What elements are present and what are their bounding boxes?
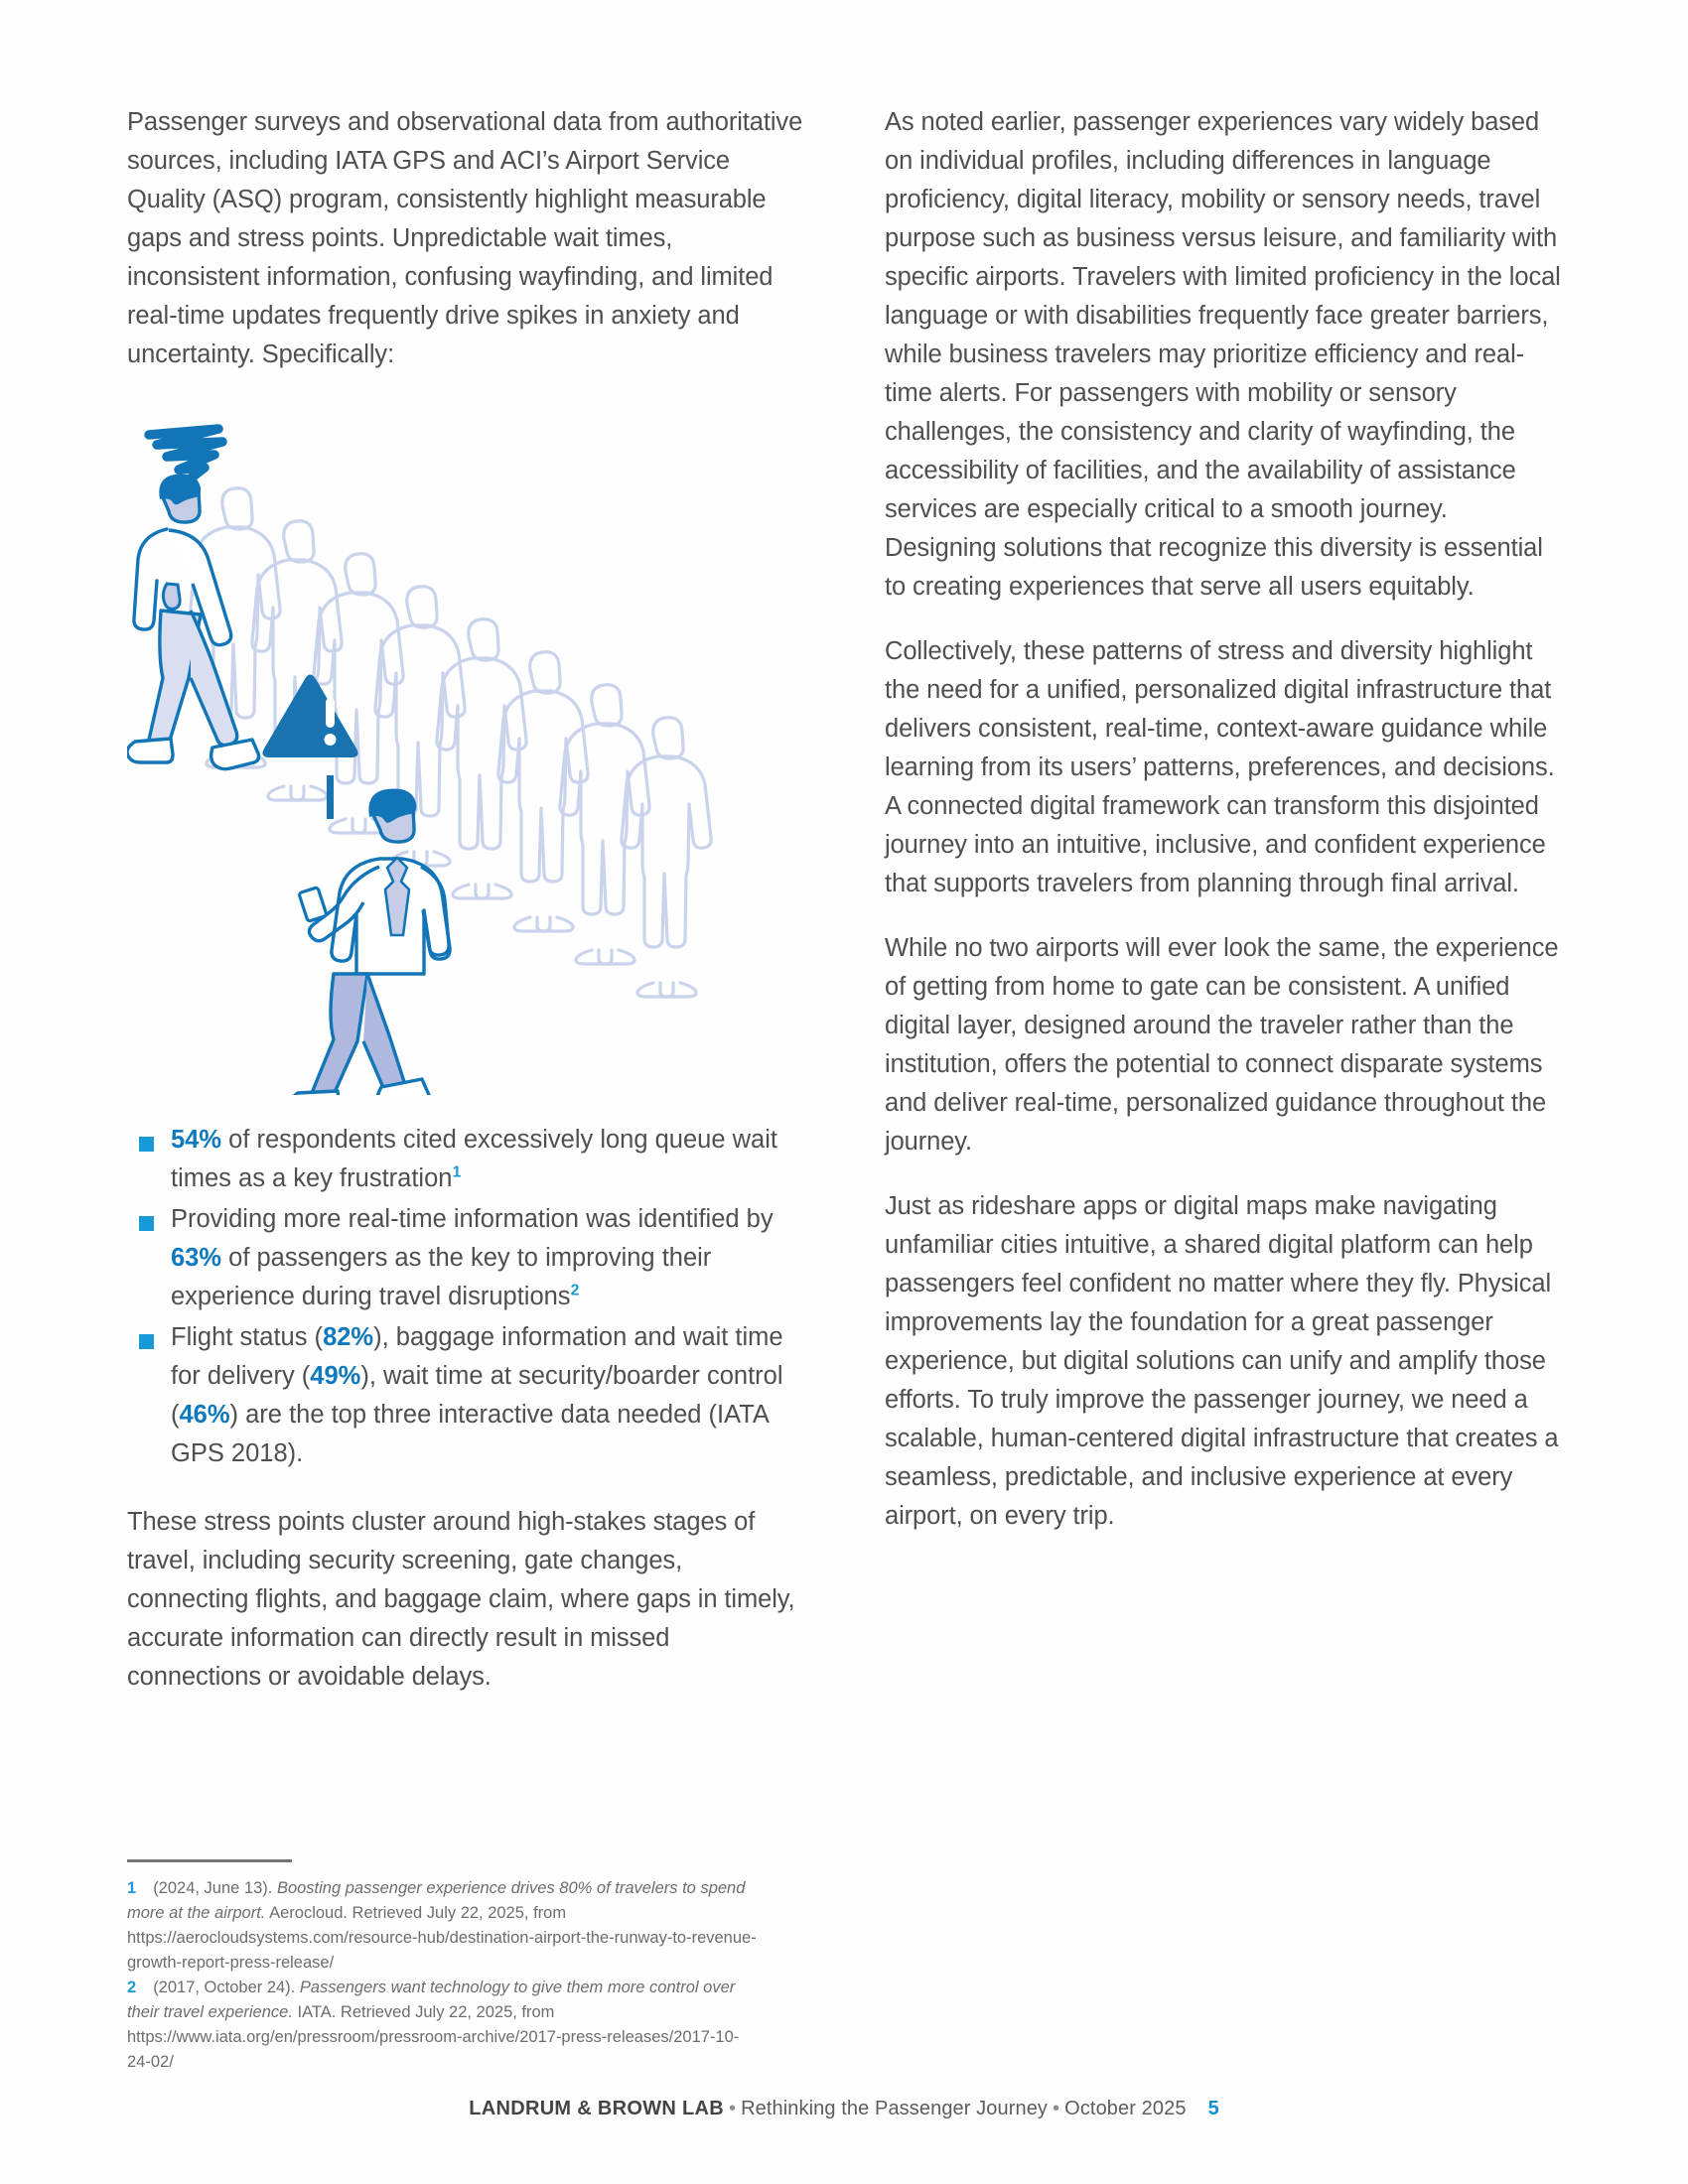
frustration-scribble: [149, 429, 222, 481]
bullet-text-2-p1: Flight status (: [171, 1323, 324, 1351]
left-column: [127, 103, 807, 1722]
page-number: 5: [1207, 2098, 1219, 2119]
list-item: [127, 1318, 807, 1473]
footnote-number-1: 1: [127, 1879, 137, 1897]
bullet-square-icon: [139, 1334, 154, 1349]
warning-triangle-icon: [262, 675, 357, 820]
footnote-source-2[interactable]: IATA. Retrieved July 22, 2025, from https://www.iata.org/en/pressroom/pressroom-archive/2017-press-releases/2017-10-24-02/: [127, 2003, 740, 2071]
footer-title: Rethinking the Passenger Journey: [741, 2098, 1049, 2119]
list-item: [127, 1121, 807, 1198]
bullet-text-2-p2: ), baggage information and wait time for delivery (: [171, 1323, 783, 1390]
footnotes-section: [127, 1859, 763, 2075]
bullet-square-icon: [139, 1216, 154, 1231]
right-paragraph-4: Just as rideshare apps or digital maps make navigating unfamiliar cities intuitive, a shared digital platform can help passengers feel confident no matter where they fly. Physical improvements lay the foundation for a great passenger experience, but digital solutions can unify and amplify those efforts. To truly improve the passenger journey, we need a scalable, human-centered digital infrastructure that creates a seamless, predictable, and inclusive experience at every airport, on every trip.: [885, 1192, 1559, 1530]
passenger-with-smartphone: [288, 789, 450, 1095]
two-column-layout: [127, 103, 1565, 1722]
list-item: [127, 1200, 807, 1316]
bullet-text-2-p3: ), wait time at security/boarder control (: [171, 1362, 783, 1429]
footnote-source-1[interactable]: Aerocloud. Retrieved July 22, 2025, from https://aerocloudsystems.com/resource-hub/destination-airport-the-runway-to-revenue-growth-report-press-release/: [127, 1904, 757, 1972]
bullet-text-1-post: of passengers as the key to improving their experience during travel disruptions: [171, 1244, 712, 1310]
stat-value-82: 82%: [323, 1323, 374, 1351]
bullet-text-1-pre: Providing more real-time information was identified by: [171, 1205, 774, 1233]
airport-queue-illustration: [127, 400, 807, 1095]
stat-value-49: 49%: [310, 1362, 361, 1390]
footnote-ref-1[interactable]: 1: [452, 1163, 462, 1181]
right-paragraph-3: While no two airports will ever look the same, the experience of getting from home to gate can be consistent. A unified digital layer, designed around the traveler rather than the institution, offers the potential to connect disparate systems and deliver real-time, personalized guidance throughout the journey.: [885, 934, 1559, 1156]
intro-paragraph: Passenger surveys and observational data from authoritative sources, including IATA GPS and ACI’s Airport Service Quality (ASQ) program, consistently highlight measurable gaps and stress points. Unpredictable wait times, inconsistent information, confusing wayfinding, and limited real-time updates frequently drive spikes in anxiety and uncertainty. Specifically:: [127, 108, 803, 368]
bullet-text-0: of respondents cited excessively long queue wait times as a key frustration: [171, 1126, 777, 1192]
footnote-date-2: (2017, October 24).: [153, 1979, 296, 1996]
footnote-entry-2: [127, 1976, 763, 2075]
right-paragraph-2: Collectively, these patterns of stress and diversity highlight the need for a unified, personalized digital infrastructure that delivers consistent, real-time, context-aware guidance while learning from its users’ patterns, preferences, and decisions. A connected digital framework can transform this disjointed journey into an intuitive, inclusive, and confident experience that supports travelers from planning through final arrival.: [885, 637, 1555, 897]
footer-separator-2: •: [1053, 2098, 1060, 2119]
footer-date: October 2025: [1064, 2098, 1187, 2119]
stat-value-63: 63%: [171, 1244, 222, 1272]
footnote-divider: [127, 1859, 292, 1862]
footnote-title-1: Boosting passenger experience drives 80% of travelers to spend more at the airport.: [127, 1879, 746, 1922]
footnote-title-2: Passengers want technology to give them more control over their travel experience.: [127, 1979, 736, 2021]
bullet-text-2-p4: ) are the top three interactive data needed (IATA GPS 2018).: [171, 1401, 769, 1467]
right-column: [885, 103, 1565, 1722]
footnote-number-2: 2: [127, 1979, 137, 1996]
page-footer: [0, 2098, 1688, 2120]
footer-brand: LANDRUM & BROWN LAB: [469, 2098, 724, 2119]
footnote-entry-1: [127, 1876, 763, 1976]
closing-paragraph: These stress points cluster around high-stakes stages of travel, including security screening, gate changes, connecting flights, and baggage claim, where gaps in timely, accurate information can directly result in missed connections or avoidable delays.: [127, 1508, 795, 1691]
bullet-square-icon: [139, 1137, 154, 1152]
footer-separator-1: •: [728, 2098, 737, 2119]
footnote-date-1: (2024, June 13).: [153, 1879, 273, 1897]
stat-value-54: 54%: [171, 1126, 222, 1154]
stat-value-46: 46%: [179, 1401, 230, 1429]
footnote-ref-2[interactable]: 2: [570, 1282, 580, 1299]
right-paragraph-1: As noted earlier, passenger experiences vary widely based on individual profiles, including differences in language proficiency, digital literacy, mobility or sensory needs, travel purpose such as business versus leisure, and familiarity with specific airports. Travelers with limited proficiency in the local language or with disabilities frequently face greater barriers, while business travelers may prioritize efficiency and real-time alerts. For passengers with mobility or sensory challenges, the consistency and clarity of wayfinding, the accessibility of facilities, and the availability of assistance services are especially critical to a smooth journey. Designing solutions that recognize this diversity is essential to creating experiences that serve all users equitably.: [885, 108, 1561, 601]
statistics-list: [127, 1121, 807, 1473]
walking-frustrated-passenger: [127, 475, 259, 769]
